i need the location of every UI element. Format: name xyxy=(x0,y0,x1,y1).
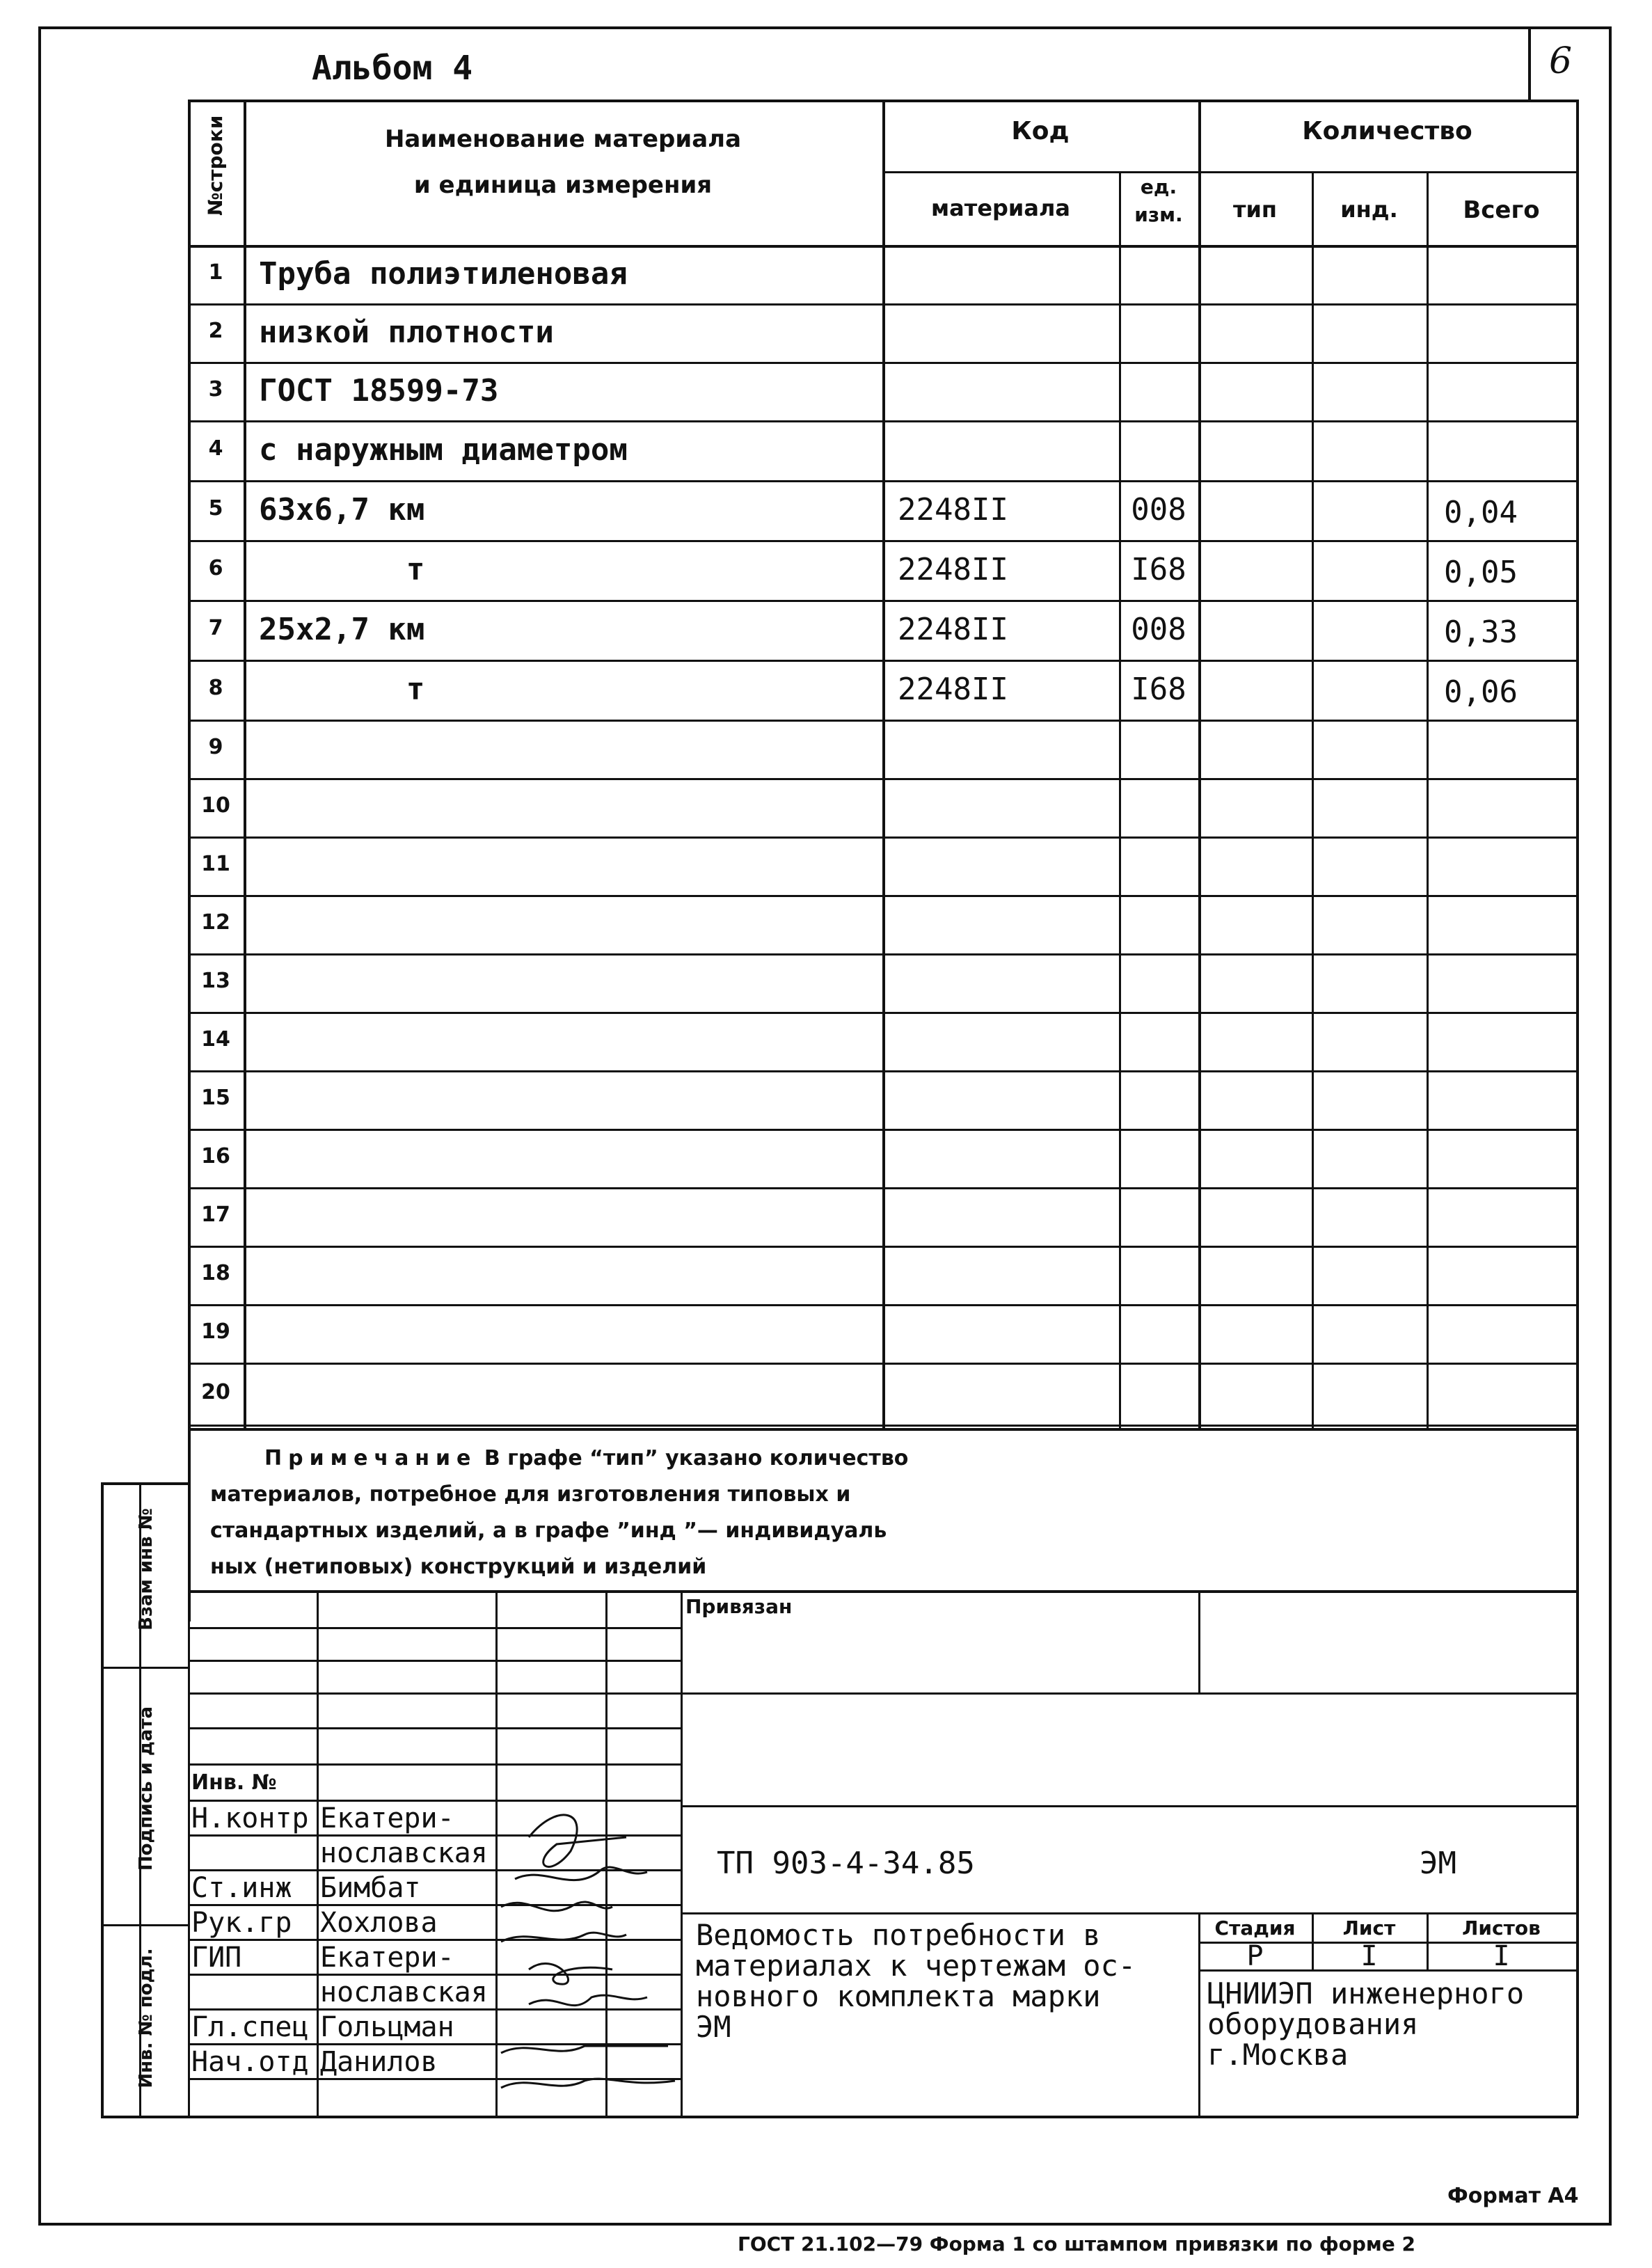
signature-scribble xyxy=(529,1815,626,1866)
document-mark: ЭМ xyxy=(1420,1846,1456,1881)
row-number: 1 xyxy=(208,260,223,285)
row-material-name: 25х2,7 км xyxy=(259,612,425,647)
staff-name: Екатери- xyxy=(320,1942,454,1974)
stamp-privyazan-divider xyxy=(1198,1590,1200,1692)
row-number: 12 xyxy=(201,910,230,935)
stamp-staff-row xyxy=(188,2008,681,2011)
staff-name: Хохлова xyxy=(320,1907,438,1939)
stamp-left-row xyxy=(188,1763,681,1766)
row-number: 8 xyxy=(208,676,223,700)
sheets-value: I xyxy=(1493,1940,1510,1972)
format-label: Формат А4 xyxy=(1447,2184,1579,2208)
stamp-left-col xyxy=(317,1590,319,2116)
col-unit-header-2: изм. xyxy=(1134,203,1183,226)
row-total-qty: 0,05 xyxy=(1444,555,1518,590)
row-material-name: Труба полиэтиленовая xyxy=(259,256,628,292)
col-ind-header: инд. xyxy=(1340,196,1398,223)
staff-role: ГИП xyxy=(191,1942,242,1974)
col-line-qty xyxy=(1198,100,1201,1428)
row-number: 16 xyxy=(201,1144,230,1168)
col-name-header-2: и единица измерения xyxy=(413,171,713,199)
stamp-left-col xyxy=(605,1590,607,2116)
staff-role: Гл.спец xyxy=(191,2011,309,2043)
row-material-code: 2248II xyxy=(898,612,1008,647)
frame-top xyxy=(38,26,1611,29)
signature-scribble xyxy=(501,2079,675,2088)
stamp-staff-row xyxy=(188,1904,681,1906)
row-unit-code: I68 xyxy=(1131,552,1186,587)
sheet-value: I xyxy=(1360,1940,1378,1972)
col-name-header-1: Наименование материала xyxy=(384,125,742,153)
staff-name: Данилов xyxy=(320,2046,438,2078)
privyazan-label: Привязан xyxy=(685,1595,793,1618)
side-label-podpis: Подпись и дата xyxy=(136,1706,157,1871)
sheet-no-box-left xyxy=(1528,26,1531,102)
side-strip-div-1 xyxy=(101,1667,188,1669)
organization-line: г.Москва xyxy=(1207,2038,1349,2072)
staff-role: Рук.гр xyxy=(191,1907,292,1939)
row-number: 4 xyxy=(208,436,223,461)
row-number: 9 xyxy=(208,735,223,759)
row-material-code: 2248II xyxy=(898,492,1008,528)
table-bottom-border xyxy=(188,1428,1576,1431)
stamp-staff-row xyxy=(188,1834,681,1837)
stage-value: Р xyxy=(1246,1940,1264,1972)
row-unit-code: I68 xyxy=(1131,672,1186,707)
row-number: 2 xyxy=(208,319,223,343)
gost-footer: ГОСТ 21.102—79 Форма 1 со штампом привязки по форме 2 xyxy=(738,2233,1415,2255)
staff-role: Ст.инж xyxy=(191,1872,292,1904)
frame-left xyxy=(38,26,41,2226)
row-number: 14 xyxy=(201,1027,230,1052)
signature-scribble xyxy=(529,1995,647,2005)
stamp-staff-row xyxy=(188,1869,681,1871)
staff-name: нославская xyxy=(320,1837,488,1869)
col-unit-header-1: ед. xyxy=(1140,175,1177,198)
row-number: 15 xyxy=(201,1086,230,1110)
staff-role: Н.контр xyxy=(191,1802,309,1834)
sheet-number: 6 xyxy=(1549,40,1573,82)
col-code-group-header: Код xyxy=(1011,117,1070,145)
stamp-left-row xyxy=(188,1660,681,1662)
row-number: 5 xyxy=(208,496,223,521)
row-number: 20 xyxy=(201,1379,230,1404)
side-strip-left xyxy=(101,1482,104,2116)
staff-name: Бимбат xyxy=(320,1872,421,1904)
table-right-border xyxy=(1576,100,1579,2116)
organization-line: ЦНИИЭП инженерного xyxy=(1207,1976,1525,2011)
col-line-code xyxy=(882,100,885,1428)
stamp-code-bottom xyxy=(681,1912,1576,1914)
side-label-inv-podl: Инв. № подл. xyxy=(136,1948,157,2088)
col-line-num xyxy=(244,100,246,1428)
document-code: ТП 903-4-34.85 xyxy=(717,1846,975,1881)
note-line-1 xyxy=(264,1446,908,1470)
row-material-name: низкой плотности xyxy=(259,315,554,350)
album-title: Альбом 4 xyxy=(312,49,473,88)
row-number: 19 xyxy=(201,1319,230,1344)
organization-line: оборудования xyxy=(1207,2007,1419,2041)
note-line-2: материалов, потребное для изготовления типовых и xyxy=(210,1482,851,1507)
stamp-left-row xyxy=(188,1800,681,1802)
staff-name: Екатери- xyxy=(320,1802,454,1834)
row-material-name: т xyxy=(259,552,425,587)
stamp-left-col xyxy=(495,1590,498,2116)
stamp-row-privyazan-end xyxy=(188,1692,1576,1695)
row-number: 3 xyxy=(208,377,223,402)
side-strip-top xyxy=(101,1482,188,1485)
row-material-code: 2248II xyxy=(898,552,1008,587)
side-label-vzam: Взам инв № xyxy=(136,1508,157,1631)
note-text: В графе “тип” указано количество xyxy=(477,1446,909,1470)
stamp-left-row xyxy=(188,1727,681,1729)
col-line-ind xyxy=(1312,171,1314,1428)
staff-name: нославская xyxy=(320,1976,488,2008)
document-title-line: Ведомость потребности в xyxy=(696,1918,1101,1952)
stamp-left-col xyxy=(681,1590,683,2116)
row-total-qty: 0,06 xyxy=(1444,674,1518,710)
header-mid-line xyxy=(882,171,1576,173)
row-number: 11 xyxy=(201,852,230,876)
row-material-name: ГОСТ 18599-73 xyxy=(259,373,499,409)
col-total-header: Всего xyxy=(1463,196,1540,224)
row-number: 10 xyxy=(201,793,230,818)
row-unit-code: 008 xyxy=(1131,612,1186,647)
note-label: Примечание xyxy=(264,1446,477,1470)
row-total-qty: 0,04 xyxy=(1444,495,1518,530)
document-title-line: материалах к чертежам ос- xyxy=(696,1949,1136,1983)
row-number: 18 xyxy=(201,1261,230,1285)
row-number: 13 xyxy=(201,969,230,993)
stamp-staff-row xyxy=(188,2078,681,2080)
stamp-left-row xyxy=(188,1627,681,1629)
signature-scribble xyxy=(501,1902,612,1911)
stamp-left-col xyxy=(188,1590,190,2116)
staff-role: Нач.отд xyxy=(191,2046,309,2078)
frame-bottom xyxy=(38,2223,1612,2226)
inv-no-label: Инв. № xyxy=(191,1770,277,1795)
sheet-label: Лист xyxy=(1342,1917,1396,1940)
row-material-name: с наружным диаметром xyxy=(259,432,628,468)
stamp-code-top xyxy=(681,1805,1576,1807)
stamp-staff-row xyxy=(188,1974,681,1976)
row-number: 6 xyxy=(208,556,223,580)
stage-label: Стадия xyxy=(1214,1917,1296,1940)
col-line-total xyxy=(1427,171,1429,1428)
col-material-header: материала xyxy=(931,195,1070,221)
signature-scribble xyxy=(501,2046,668,2053)
stamp-staff-row xyxy=(188,1939,681,1941)
row-unit-code: 008 xyxy=(1131,492,1186,528)
col-row-number-header: №строки xyxy=(204,115,227,216)
note-line-4: ных (нетиповых) конструкций и изделий xyxy=(210,1555,707,1579)
col-qty-group-header: Количество xyxy=(1302,117,1472,145)
row-material-code: 2248II xyxy=(898,672,1008,707)
document-title-line: ЭМ xyxy=(696,2010,731,2044)
row-number: 7 xyxy=(208,616,223,640)
staff-name: Гольцман xyxy=(320,2011,454,2043)
frame-right xyxy=(1609,26,1612,2226)
row-material-name: 63х6,7 км xyxy=(259,492,425,528)
stamp-staff-row xyxy=(188,2043,681,2045)
col-type-header: тип xyxy=(1232,196,1278,223)
col-line-unit xyxy=(1119,171,1121,1428)
sheets-label: Листов xyxy=(1462,1917,1541,1940)
row-number: 17 xyxy=(201,1203,230,1227)
stamp-bottom-border xyxy=(101,2116,1578,2118)
stamp-top-border xyxy=(188,1590,1576,1593)
row-material-name: т xyxy=(259,672,425,707)
row-total-qty: 0,33 xyxy=(1444,614,1518,650)
document-title-line: новного комплекта марки xyxy=(696,1979,1101,2013)
note-line-3: стандартных изделий, а в графе ”инд ”— индивидуаль xyxy=(210,1518,887,1543)
